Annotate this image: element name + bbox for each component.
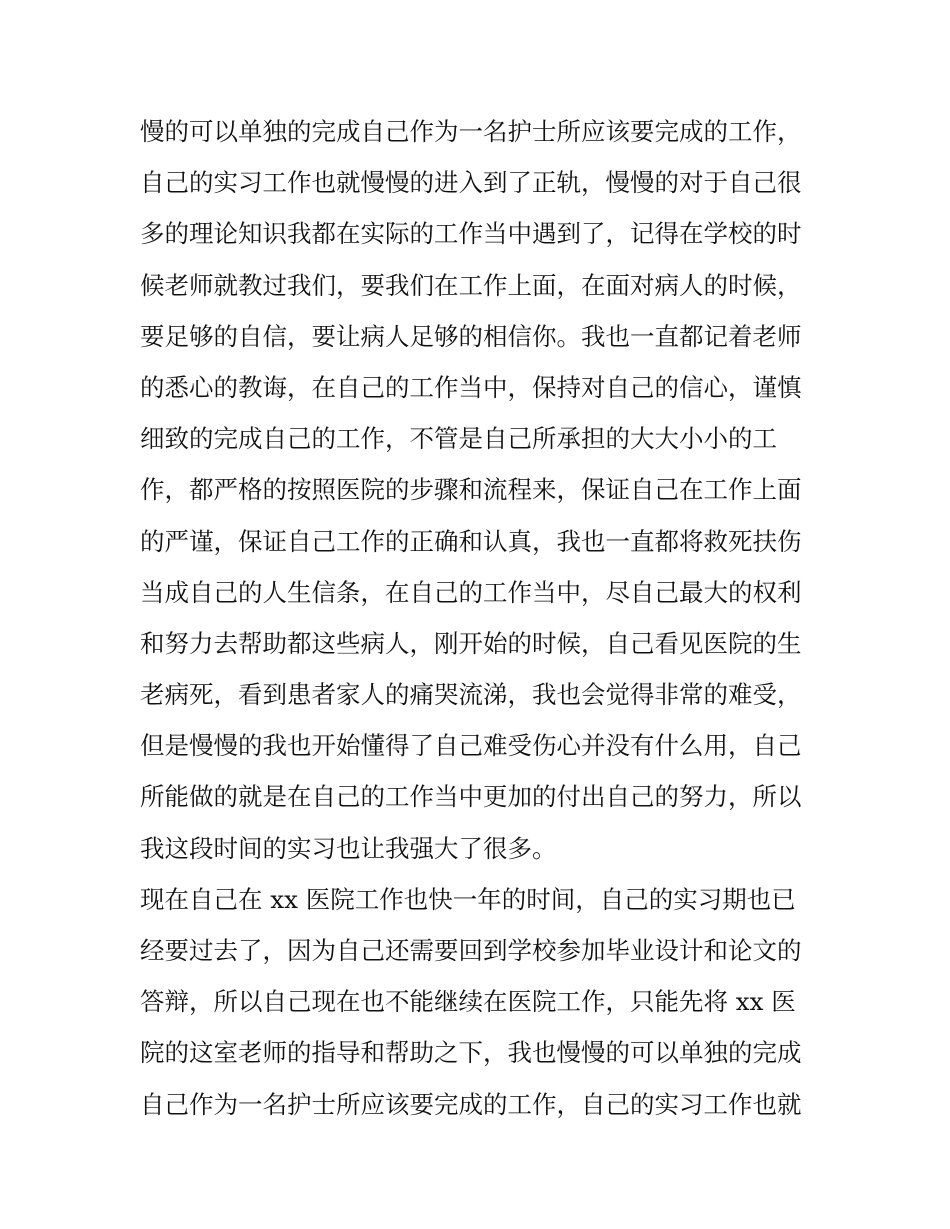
text-line: 当成自己的人生信条，在自己的工作当中，尽自己最大的权利 [140,577,802,607]
text-line: 作，都严格的按照医院的步骤和流程来，保证自己在工作上面 [140,475,802,505]
text-line: 现在自己在 xx 医院工作也快一年的时间，自己的实习期也已 [140,884,796,914]
text-line: 多的理论知识我都在实际的工作当中遇到了，记得在学校的时 [140,219,802,249]
text-line: 院的这室老师的指导和帮助之下，我也慢慢的可以单独的完成 [140,1038,802,1068]
text-line: 所能做的就是在自己的工作当中更加的付出自己的努力，所以 [140,782,802,812]
text-line: 细致的完成自己的工作，不管是自己所承担的大大小小的工 [140,424,777,454]
text-line: 但是慢慢的我也开始懂得了自己难受伤心并没有什么用，自己 [140,731,802,761]
text-line: 慢的可以单独的完成自己作为一名护士所应该要完成的工作， [140,117,802,146]
text-line: 经要过去了，因为自己还需要回到学校参加毕业设计和论文的 [140,936,802,965]
text-line: 和努力去帮助都这些病人，刚开始的时候，自己看见医院的生 [140,628,802,658]
text-line: 我这段时间的实习也让我强大了很多。 [140,833,557,863]
text-line: 要足够的自信，要让病人足够的相信你。我也一直都记着老师 [140,321,802,351]
text-line: 的悉心的教诲，在自己的工作当中，保持对自己的信心，谨慎 [140,372,802,402]
text-line: 的严谨，保证自己工作的正确和认真，我也一直都将救死扶伤 [140,526,802,556]
text-line: 老病死，看到患者家人的痛哭流涕，我也会觉得非常的难受， [140,680,802,710]
text-line: 候老师就教过我们，要我们在工作上面，在面对病人的时候， [140,270,802,300]
text-line: 答辩，所以自己现在也不能继续在医院工作，只能先将 xx 医 [140,987,796,1017]
text-line: 自己的实习工作也就慢慢的进入到了正轨，慢慢的对于自己很 [140,168,802,198]
text-line: 自己作为一名护士所应该要完成的工作，自己的实习工作也就 [140,1089,802,1119]
body-text [140,106,820,1130]
